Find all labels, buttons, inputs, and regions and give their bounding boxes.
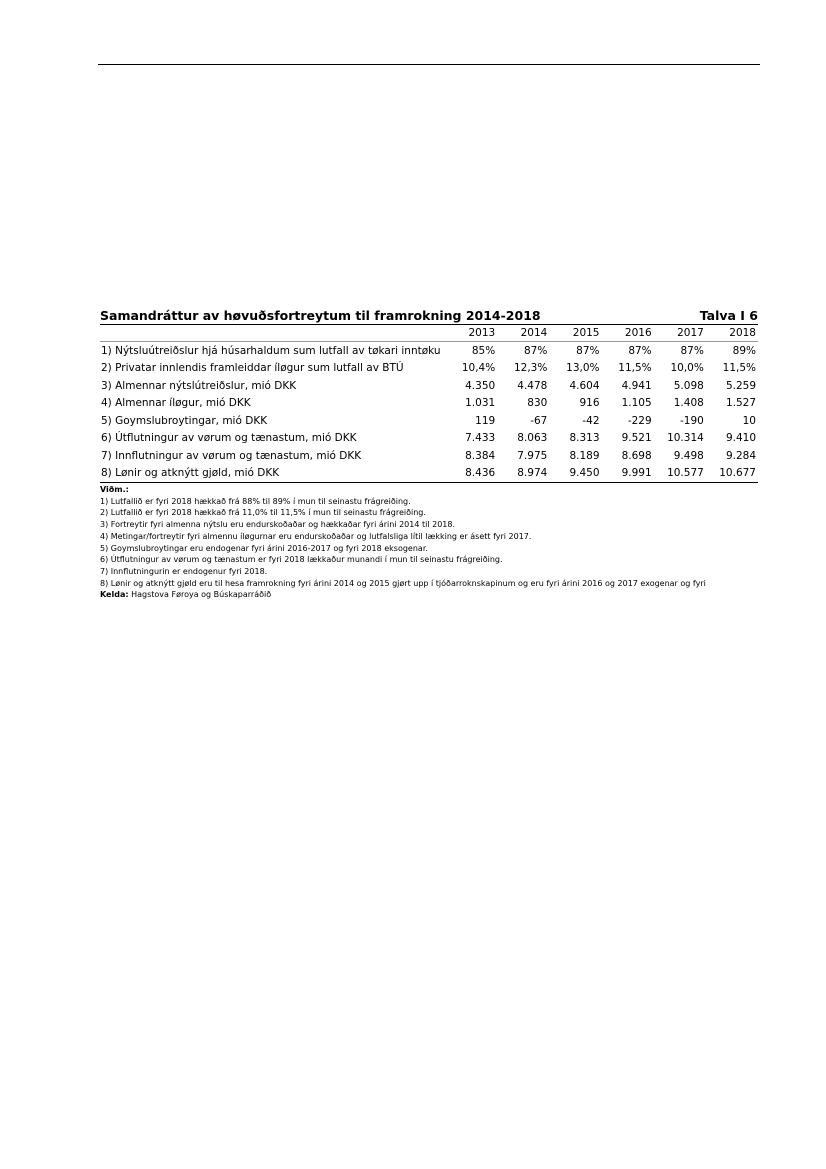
- table-cell: 7.975: [517, 449, 548, 462]
- table-cell: 830: [527, 397, 548, 410]
- table-cell: 8.974: [497, 465, 549, 483]
- table-notes: [100, 484, 758, 601]
- note-item: 2) Lutfallið er fyri 2018 hækkað frá 11,0% til 11,5% í mun til seinastu frágreiðing.: [100, 508, 426, 518]
- table-cell: 8.189: [569, 449, 600, 462]
- note-item: 8) Lønir og atknýtt gjøld eru til hesa framrokning fyri árini 2014 og 2015 gjørt upp í tjóðarroknskapinum og eru fyri árini 2016 og 2017 exogenar og fyri: [100, 578, 706, 588]
- table-row: [100, 412, 758, 430]
- table-cell: 9.410: [725, 432, 756, 445]
- table-number: Talva I 6: [699, 308, 758, 323]
- note-item: 7) Innflutningurin er endogenur fyri 2018.: [100, 566, 268, 576]
- table-cell: 8.698: [621, 449, 652, 462]
- table-cell: 8.436: [445, 465, 497, 483]
- table-cell: 916: [579, 397, 600, 410]
- table-cell: 4.941: [621, 379, 652, 392]
- table-cell: -67: [530, 414, 548, 427]
- source-text: Hagstova Føroya og Búskaparráðið: [128, 590, 272, 600]
- table-cell: 10.577: [654, 465, 706, 483]
- table-cell: 9.498: [673, 449, 704, 462]
- header-blank: [100, 325, 445, 342]
- table-cell: 10,0%: [670, 362, 704, 375]
- table-cell: 10.677: [706, 465, 758, 483]
- row-label: 6) Útflutningur av vørum og tænastum, mió DKK: [101, 432, 357, 445]
- table-cell: 89%: [732, 344, 756, 357]
- table-row: [100, 430, 758, 448]
- table-header-row: [100, 325, 758, 342]
- table-cell: 87%: [576, 344, 600, 357]
- note-item: 6) Útflutningur av vørum og tænastum er fyri 2018 lækkaður munandi í mun til seinastu frágreiðing.: [100, 555, 503, 565]
- table-cell: 87%: [628, 344, 652, 357]
- table-cell: 11,5%: [722, 362, 756, 375]
- table-cell: 9.450: [549, 465, 601, 483]
- year-header: 2013: [445, 325, 497, 342]
- year-header: 2018: [706, 325, 758, 342]
- row-label: 5) Goymslubroytingar, mió DKK: [101, 414, 268, 427]
- table-cell: 9.521: [621, 432, 652, 445]
- table-cell: 5.098: [673, 379, 704, 392]
- table-cell: 1.105: [621, 397, 652, 410]
- row-label: 4) Almennar íløgur, mió DKK: [101, 397, 251, 410]
- row-label: 7) Innflutningur av vørum og tænastum, mió DKK: [101, 449, 362, 462]
- table-row: [100, 395, 758, 413]
- source-line: [100, 589, 758, 601]
- table-cell: 10: [742, 414, 756, 427]
- source-label: Kelda:: [100, 590, 129, 600]
- table-row: [100, 465, 758, 483]
- table-row: [100, 447, 758, 465]
- table-cell: 8.063: [517, 432, 548, 445]
- summary-table: [100, 325, 758, 483]
- table-cell: 12,3%: [513, 362, 548, 375]
- table-cell: 4.604: [569, 379, 600, 392]
- table-cell: 119: [475, 414, 496, 427]
- table-cell: 1.527: [725, 397, 756, 410]
- note-item: 1) Lutfallið er fyri 2018 hækkað frá 88% til 89% í mun til seinastu frágreiðing.: [100, 496, 411, 506]
- table-cell: 5.259: [725, 379, 756, 392]
- year-header: 2014: [497, 325, 549, 342]
- table-cell: 87%: [524, 344, 548, 357]
- table-cell: 1.031: [465, 397, 496, 410]
- table-cell: 9.284: [725, 449, 756, 462]
- row-label: 1) Nýtsluútreiðslur hjá húsarhaldum sum lutfall av tøkari inntøku: [101, 344, 441, 357]
- row-label: 3) Almennar nýtslútreiðslur, mió DKK: [101, 379, 297, 392]
- table-cell: 13,0%: [566, 362, 600, 375]
- table-cell: -190: [679, 414, 704, 427]
- header-rule: [98, 64, 760, 65]
- table-cell: 87%: [680, 344, 704, 357]
- year-header: 2017: [654, 325, 706, 342]
- notes-heading: Viðm.:: [100, 485, 129, 494]
- note-item: 3) Fortreytir fyri almenna nýtslu eru endurskoðaðar og hækkaðar fyri árini 2014 til 2018.: [100, 520, 456, 530]
- table-cell: 4.478: [517, 379, 548, 392]
- table-cell: 10.314: [667, 432, 704, 445]
- table-cell: 8.313: [569, 432, 600, 445]
- table-cell: 1.408: [673, 397, 704, 410]
- table-cell: 4.350: [465, 379, 496, 392]
- table-row: [100, 377, 758, 395]
- table-cell: 9.991: [602, 465, 654, 483]
- row-label: 2) Privatar innlendis framleiddar íløgur sum lutfall av BTÚ: [101, 362, 404, 375]
- year-header: 2016: [602, 325, 654, 342]
- table-row: [100, 342, 758, 360]
- table-cell: -42: [582, 414, 600, 427]
- table-title: Samandráttur av høvuðsfortreytum til framrokning 2014-2018: [100, 308, 541, 323]
- summary-table-block: [100, 309, 758, 601]
- note-item: 4) Metingar/fortreytir fyri almennu íløgurnar eru endurskoðaðar og lutfalsliga lítil lækking er ásett fyri 2017.: [100, 531, 532, 541]
- table-cell: 85%: [471, 344, 496, 357]
- table-cell: 8.384: [465, 449, 496, 462]
- table-cell: 7.433: [465, 432, 496, 445]
- year-header: 2015: [549, 325, 601, 342]
- table-row: [100, 360, 758, 378]
- note-item: 5) Goymslubroytingar eru endogenar fyri árini 2016-2017 og fyri 2018 eksogenar.: [100, 543, 428, 553]
- row-label: 8) Lønir og atknýtt gjøld, mió DKK: [100, 465, 445, 483]
- table-cell: 11,5%: [618, 362, 652, 375]
- table-title-row: [100, 309, 758, 325]
- table-cell: -229: [627, 414, 652, 427]
- table-cell: 10,4%: [461, 362, 496, 375]
